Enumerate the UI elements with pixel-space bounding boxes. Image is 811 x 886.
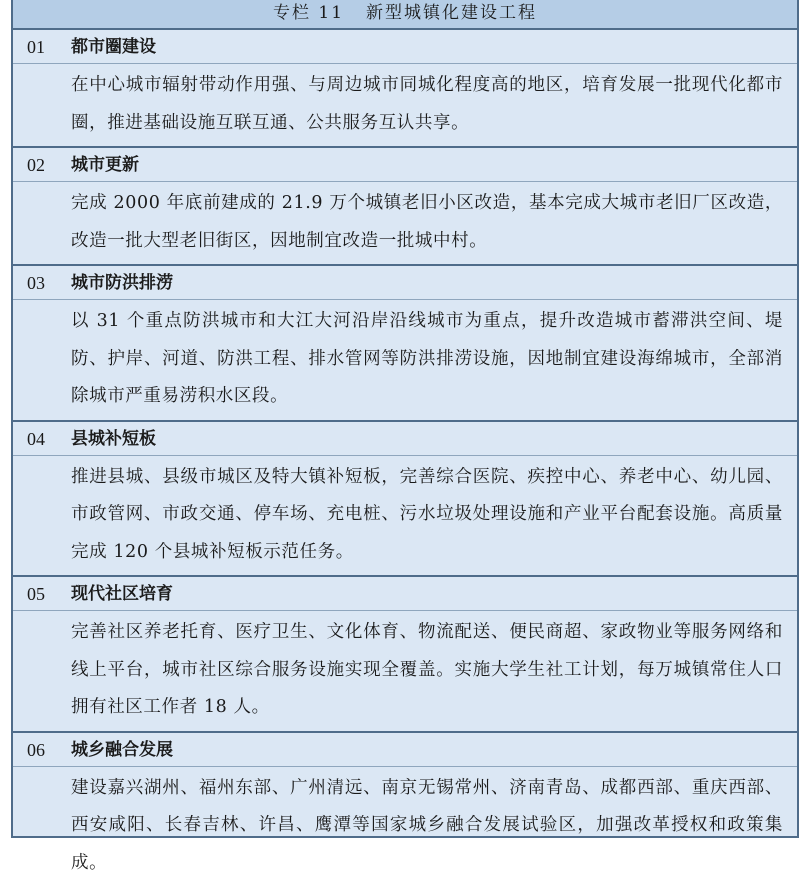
section-number: 03	[27, 266, 71, 299]
section-number: 02	[27, 148, 71, 181]
column-number: 专栏 11	[273, 3, 344, 23]
section-06	[13, 733, 797, 886]
section-body: 完善社区养老托育、医疗卫生、文化体育、物流配送、便民商超、家政物业等服务网络和线上平台，城市社区综合服务设施实现全覆盖。实施大学生社工计划，每万城镇常住人口拥有社区工作者 18 人。	[13, 611, 797, 731]
section-body: 推进县城、县级市城区及特大镇补短板，完善综合医院、疾控中心、养老中心、幼儿园、市政管网、市政交通、停车场、充电桩、污水垃圾处理设施和产业平台配套设施。高质量完成 120 个县城补短板示范任务。	[13, 456, 797, 576]
column-panel	[11, 0, 799, 838]
section-header	[13, 733, 797, 767]
section-header	[13, 148, 797, 182]
section-title: 城乡融合发展	[71, 733, 173, 766]
section-title: 现代社区培育	[71, 577, 173, 610]
section-header	[13, 30, 797, 64]
section-title: 县城补短板	[71, 422, 156, 455]
section-01	[13, 30, 797, 148]
section-number: 04	[27, 422, 71, 455]
section-number: 05	[27, 577, 71, 610]
section-05	[13, 577, 797, 733]
section-body: 完成 2000 年底前建成的 21.9 万个城镇老旧小区改造，基本完成大城市老旧厂区改造，改造一批大型老旧街区，因地制宜改造一批城中村。	[13, 182, 797, 264]
section-title: 都市圈建设	[71, 30, 156, 63]
section-body: 在中心城市辐射带动作用强、与周边城市同城化程度高的地区，培育发展一批现代化都市圈，推进基础设施互联互通、公共服务互认共享。	[13, 64, 797, 146]
section-header	[13, 422, 797, 456]
section-03	[13, 266, 797, 422]
section-header	[13, 266, 797, 300]
section-number: 01	[27, 30, 71, 63]
section-body: 以 31 个重点防洪城市和大江大河沿岸沿线城市为重点，提升改造城市蓄滞洪空间、堤防、护岸、河道、防洪工程、排水管网等防洪排涝设施，因地制宜建设海绵城市，全部消除城市严重易涝积水区段。	[13, 300, 797, 420]
section-body: 建设嘉兴湖州、福州东部、广州清远、南京无锡常州、济南青岛、成都西部、重庆西部、西安咸阳、长春吉林、许昌、鹰潭等国家城乡融合发展试验区，加强改革授权和政策集成。	[13, 767, 797, 886]
column-title: 新型城镇化建设工程	[366, 3, 537, 23]
section-title: 城市防洪排涝	[71, 266, 173, 299]
column-header	[13, 0, 797, 30]
section-02	[13, 148, 797, 266]
section-header	[13, 577, 797, 611]
section-04	[13, 422, 797, 578]
section-title: 城市更新	[71, 148, 139, 181]
section-number: 06	[27, 733, 71, 766]
